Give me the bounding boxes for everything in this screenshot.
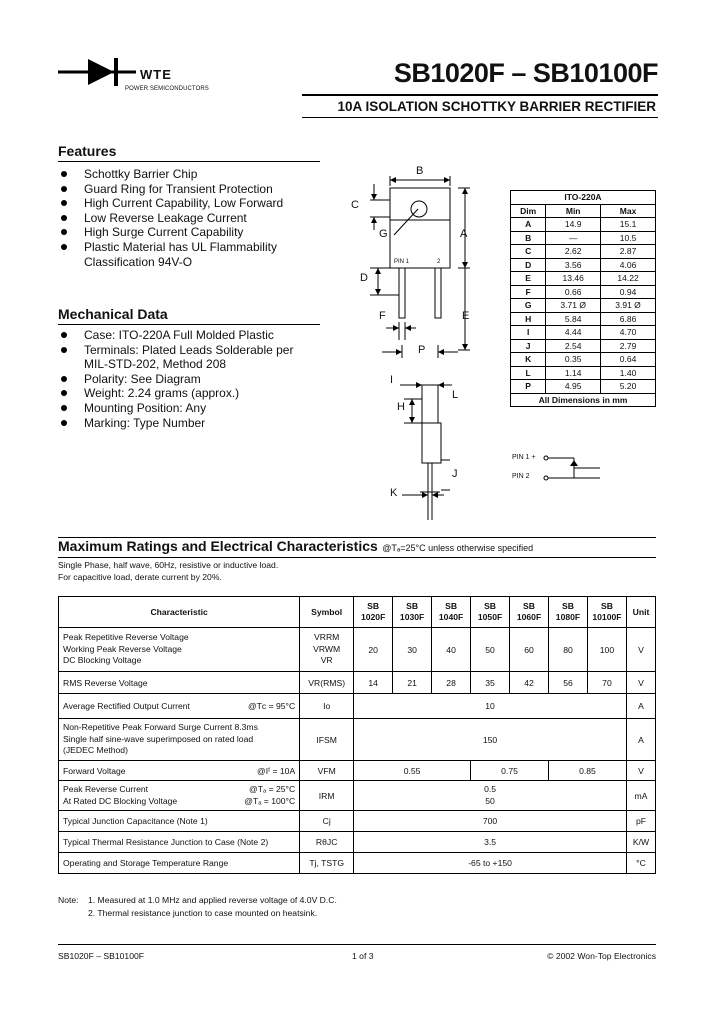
table-header: ITO-220A bbox=[511, 191, 656, 205]
column-header: SB 1050F bbox=[471, 597, 510, 628]
list-item: Low Reverse Leakage Current bbox=[58, 211, 328, 226]
column-header: SB 1030F bbox=[393, 597, 432, 628]
table-row: Forward Voltage @Iᶠ = 10A VFM 0.55 0.75 0.85 V bbox=[59, 761, 656, 781]
column-header: SB 1040F bbox=[432, 597, 471, 628]
table-row: Operating and Storage Temperature Range Tj, TSTG -65 to +150 °C bbox=[59, 853, 656, 874]
table-row: RMS Reverse Voltage VR(RMS) 14 21 28 35 42 56 70 V bbox=[59, 672, 656, 694]
dim-label-e: E bbox=[462, 310, 470, 322]
dim-label-i: I bbox=[390, 374, 394, 386]
dim-label-d: D bbox=[360, 272, 368, 284]
dim-label-l: L bbox=[452, 389, 459, 401]
features-rule bbox=[58, 161, 320, 162]
table-row: E 13.46 14.22 bbox=[511, 272, 656, 286]
list-item: Guard Ring for Transient Protection bbox=[58, 182, 328, 197]
footer-rule bbox=[58, 944, 656, 945]
list-item: Case: ITO-220A Full Molded Plastic bbox=[58, 328, 328, 343]
column-header: SB 1080F bbox=[549, 597, 588, 628]
ratings-title-row bbox=[58, 538, 533, 556]
column-header: Unit bbox=[626, 597, 655, 628]
dim-label-f: F bbox=[379, 310, 386, 322]
table-row: D 3.56 4.06 bbox=[511, 258, 656, 272]
header-rule-2 bbox=[302, 117, 658, 118]
features-list bbox=[58, 167, 328, 269]
dim-label-b: B bbox=[416, 165, 424, 177]
package-outline-diagram bbox=[340, 160, 490, 530]
ratings-rule bbox=[58, 557, 656, 558]
list-item: High Current Capability, Low Forward bbox=[58, 196, 328, 211]
column-header: Max bbox=[601, 204, 656, 218]
dim-label-j: J bbox=[452, 468, 458, 480]
column-header: Characteristic bbox=[59, 597, 300, 628]
ratings-note-2: For capacitive load, derate current by 20%. bbox=[58, 572, 222, 582]
table-row: B — 10.5 bbox=[511, 231, 656, 245]
dim-label-h: H bbox=[397, 401, 405, 413]
column-header: SB 1020F bbox=[354, 597, 393, 628]
list-item: Polarity: See Diagram bbox=[58, 372, 328, 387]
dim-label-a: A bbox=[460, 228, 468, 240]
table-row: C 2.62 2.87 bbox=[511, 245, 656, 259]
table-row: P 4.95 5.20 bbox=[511, 380, 656, 394]
logo-text: WTE bbox=[140, 67, 172, 82]
column-header: SB 10100F bbox=[587, 597, 626, 628]
footer-left: SB1020F – SB10100F bbox=[58, 951, 144, 961]
page-subtitle: 10A ISOLATION SCHOTTKY BARRIER RECTIFIER bbox=[337, 99, 656, 114]
dim-label-c: C bbox=[351, 199, 359, 211]
ratings-note-1: Single Phase, half wave, 60Hz, resistive or inductive load. bbox=[58, 560, 279, 570]
table-row: K 0.35 0.64 bbox=[511, 353, 656, 367]
table-row: A 14.9 15.1 bbox=[511, 218, 656, 232]
table-row: Typical Junction Capacitance (Note 1) Cj 700 pF bbox=[59, 811, 656, 832]
pin2-label: PIN 2 bbox=[512, 473, 530, 480]
table-row: L 1.14 1.40 bbox=[511, 366, 656, 380]
pin-schematic-diagram bbox=[540, 450, 610, 490]
dim-label-p: P bbox=[418, 344, 426, 356]
table-row: Non-Repetitive Peak Forward Surge Current 8.3ms Single half sine-wave superimposed on rated load (JEDEC Method) IFSM 150 A bbox=[59, 719, 656, 761]
table-row: I 4.44 4.70 bbox=[511, 326, 656, 340]
note-2: 2. Thermal resistance junction to case mounted on heatsink. bbox=[88, 908, 318, 918]
column-header: Symbol bbox=[300, 597, 354, 628]
column-header: Dim bbox=[511, 204, 546, 218]
table-row: G 3.71 Ø 3.91 Ø bbox=[511, 299, 656, 313]
table-row: Typical Thermal Resistance Junction to Case (Note 2) RθJC 3.5 K/W bbox=[59, 832, 656, 853]
pin-right-label: 2 bbox=[437, 259, 441, 265]
page-title: SB1020F – SB10100F bbox=[393, 58, 658, 88]
table-row: Average Rectified Output Current @Tᴄ = 95°C Io 10 A bbox=[59, 694, 656, 719]
notes-label: Note: bbox=[58, 895, 79, 905]
table-row: Peak Repetitive Reverse Voltage Working Peak Reverse Voltage DC Blocking Voltage VRRM VRWM VR 20 30 40 50 60 80 100 V bbox=[59, 628, 656, 672]
table-row: Peak Reverse Current @Tₐ = 25°C At Rated DC Blocking Voltage @Tₐ = 100°C IRM 0.5 50 mA bbox=[59, 781, 656, 811]
features-title: Features bbox=[58, 143, 117, 159]
note-1: 1. Measured at 1.0 MHz and applied reverse voltage of 4.0V D.C. bbox=[88, 895, 337, 905]
pin-left-label: PIN 1 bbox=[394, 259, 410, 265]
mechanical-rule bbox=[58, 324, 320, 325]
table-footer: All Dimensions in mm bbox=[511, 393, 656, 407]
list-item: Marking: Type Number bbox=[58, 416, 328, 431]
dim-label-g: G bbox=[379, 228, 388, 240]
list-item: Plastic Material has UL Flammability Classification 94V-O bbox=[58, 240, 328, 269]
table-row: F 0.66 0.94 bbox=[511, 285, 656, 299]
column-header: Min bbox=[546, 204, 601, 218]
table-row: H 5.84 6.86 bbox=[511, 312, 656, 326]
list-item: Terminals: Plated Leads Solderable per MIL-STD-202, Method 208 bbox=[58, 343, 328, 372]
mechanical-title: Mechanical Data bbox=[58, 306, 168, 322]
list-item: Weight: 2.24 grams (approx.) bbox=[58, 386, 328, 401]
footer-copyright: © 2002 Won-Top Electronics bbox=[547, 951, 656, 961]
list-item: High Surge Current Capability bbox=[58, 225, 328, 240]
footer-page: 1 of 3 bbox=[352, 951, 374, 961]
logo-subtext: POWER SEMICONDUCTORS bbox=[125, 86, 209, 92]
header-rule bbox=[302, 94, 658, 96]
dim-label-k: K bbox=[390, 487, 398, 499]
column-header: SB 1060F bbox=[510, 597, 549, 628]
mechanical-list bbox=[58, 328, 328, 430]
table-row: J 2.54 2.79 bbox=[511, 339, 656, 353]
pin1-label: PIN 1 + bbox=[512, 454, 536, 461]
list-item: Mounting Position: Any bbox=[58, 401, 328, 416]
ratings-title: Maximum Ratings and Electrical Characteristics bbox=[58, 538, 378, 554]
ratings-title-note: @Tₐ=25°C unless otherwise specified bbox=[382, 543, 534, 553]
ratings-table bbox=[58, 596, 656, 874]
dimensions-table bbox=[510, 190, 656, 407]
list-item: Schottky Barrier Chip bbox=[58, 167, 328, 182]
